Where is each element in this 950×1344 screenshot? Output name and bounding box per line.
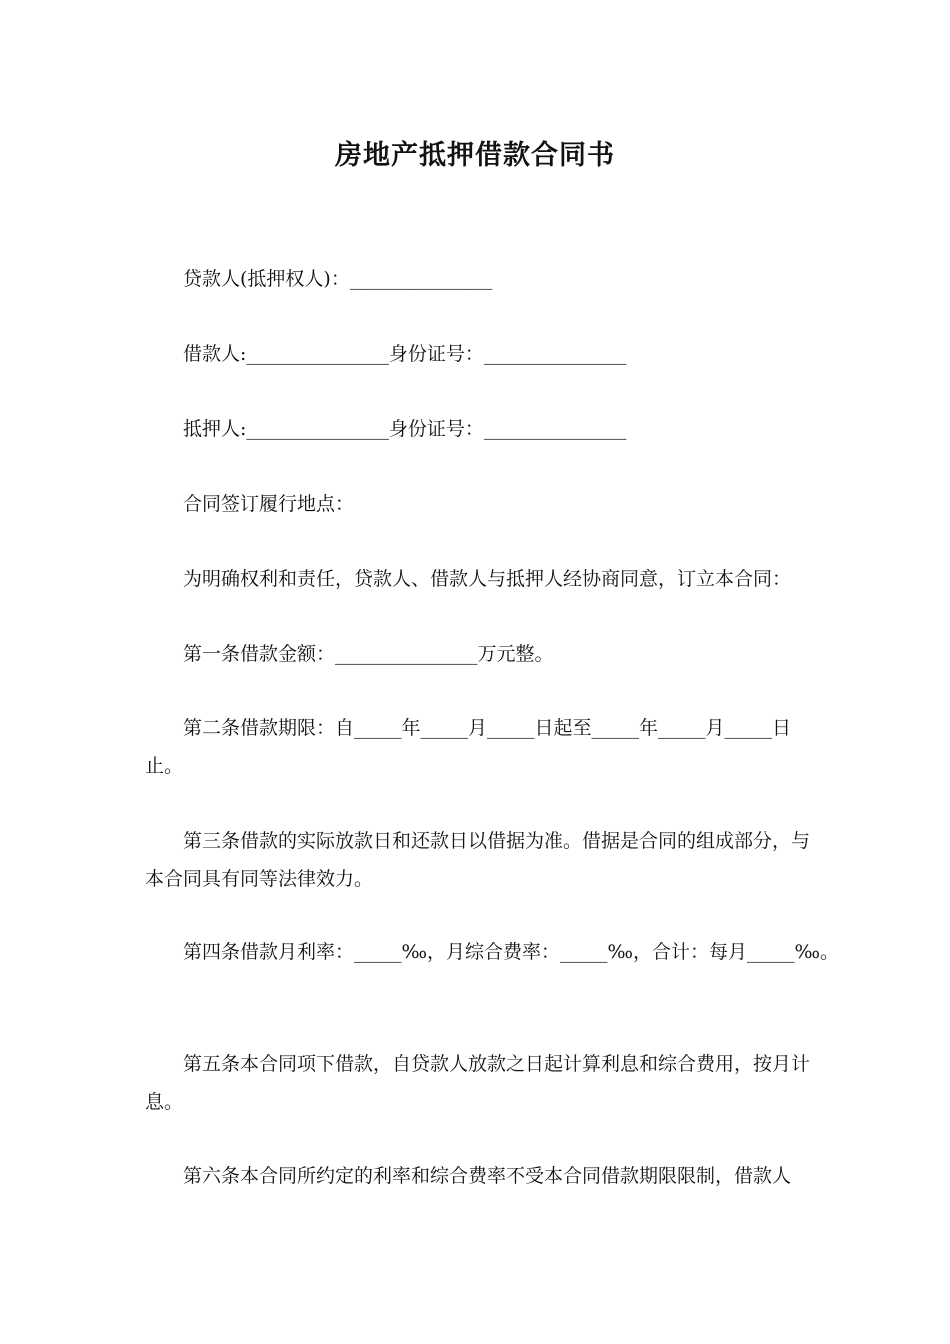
mortgagor-line: 抵押人:_______________身份证号：_______________ [183,418,627,440]
article-6-paragraph: 第六条本合同所约定的利率和综合费率不受本合同借款期限限制，借款人 [183,1165,792,1187]
article-1-paragraph: 第一条借款金额：_______________万元整。 [183,643,554,665]
document-title: 房地产抵押借款合同书 [335,140,615,171]
lender-line: 贷款人(抵押权人)：_______________ [183,268,493,290]
article-5-paragraph: 第五条本合同项下借款，自贷款人放款之日起计算利息和综合费用，按月计息。 [145,1053,811,1113]
borrower-line: 借款人:_______________身份证号：_______________ [183,343,627,365]
article-2-paragraph: 第二条借款期限：自_____年_____月_____日起至_____年_____月_____日止。 [145,717,792,777]
article-4-paragraph: 第四条借款月利率：_____‰，月综合费率：_____‰，合计：每月_____‰。 [183,941,839,963]
preamble-paragraph: 为明确权利和责任，贷款人、借款人与抵押人经协商同意，订立本合同： [183,568,792,590]
article-3-paragraph: 第三条借款的实际放款日和还款日以借据为准。借据是合同的组成部分，与本合同具有同等法律效力。 [145,830,811,890]
signing-place-line: 合同签订履行地点： [183,493,355,515]
